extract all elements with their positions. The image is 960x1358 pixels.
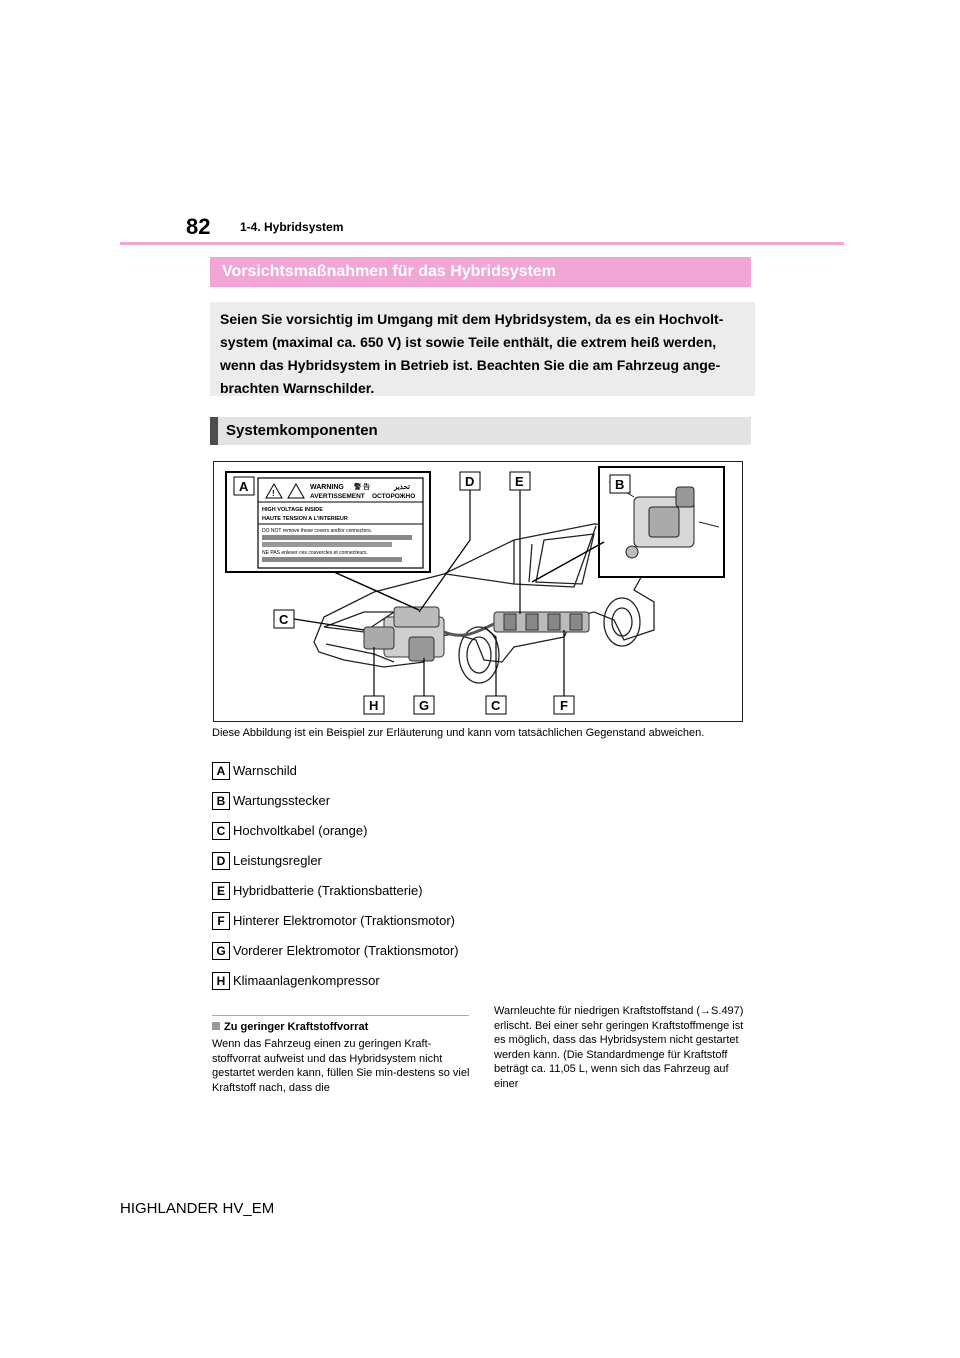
component-letter: C	[212, 822, 230, 840]
component-letter: A	[212, 762, 230, 780]
note-heading-text: Zu geringer Kraftstoffvorrat	[224, 1021, 369, 1033]
intro-box	[210, 302, 755, 396]
battery-pack	[494, 612, 589, 632]
chapter-title: 1-4. Hybridsystem	[240, 220, 344, 234]
component-letter: E	[212, 882, 230, 900]
component-letter: B	[212, 792, 230, 810]
callout-letter-c: C	[279, 612, 289, 627]
note-divider	[212, 1015, 469, 1016]
callout-letter-a: A	[239, 479, 249, 494]
component-label: Klimaanlagenkompressor	[233, 973, 380, 988]
header-rule	[120, 242, 844, 245]
svg-text:HAUTE TENSION A L'INTERIEUR: HAUTE TENSION A L'INTERIEUR	[262, 516, 348, 522]
component-label: Vorderer Elektromotor (Traktionsmotor)	[233, 943, 459, 958]
svg-text:DO NOT remove these covers and: DO NOT remove these covers and/or connectors.	[262, 528, 372, 534]
note-text-right: Warnleuchte für niedrigen Kraftstoffstand (→S.497) erlischt. Bei einer sehr geringen Kraftstoffmenge ist es möglich, dass das Hybridsystem nicht gestartet werden kann. (Die Standardmenge für Kraftstoff beträgt ca. 11,05 L, wenn sich das Fahrzeug auf einer	[494, 1005, 744, 1090]
component-label: Hinterer Elektromotor (Traktionsmotor)	[233, 913, 456, 928]
banner-title: Vorsichtsmaßnahmen für das Hybridsystem	[222, 263, 557, 280]
component-label: Warnschild	[233, 763, 297, 778]
svg-text:警 告: 警 告	[354, 484, 370, 491]
page-number: 82	[186, 214, 211, 239]
subsection-title: Systemkomponenten	[226, 422, 378, 439]
component-letter: D	[212, 852, 230, 870]
engine-bay	[364, 607, 444, 661]
svg-text:ОСТОРОЖНО: ОСТОРОЖНО	[372, 493, 416, 500]
subsection-bar	[210, 417, 751, 445]
square-bullet-icon	[212, 1022, 220, 1030]
svg-text:HIGH VOLTAGE INSIDE: HIGH VOLTAGE INSIDE	[262, 507, 323, 513]
note-text-left: Wenn das Fahrzeug einen zu geringen Kraft-stoffvorrat aufweist und das Hybridsystem nicht gestartet werden kann, füllen Sie min-destens so viel Kraftstoff nach, dass die	[212, 1038, 470, 1094]
figure-caption: Diese Abbildung ist ein Beispiel zur Erläuterung und kann vom tatsächlichen Gegenstand abweichen.	[212, 727, 705, 739]
vehicle-illustration	[214, 462, 742, 721]
callout-letter-f: F	[560, 698, 568, 713]
callout-letter-h: H	[369, 698, 379, 713]
footer-model: HIGHLANDER HV_EM	[120, 1200, 275, 1217]
system-components-figure	[213, 461, 743, 722]
callout-letter-b: B	[615, 477, 625, 492]
svg-text:تحذير: تحذير	[394, 484, 410, 491]
callout-letter-d: D	[465, 474, 475, 489]
intro-text: Seien Sie vorsichtig im Umgang mit dem Hybridsystem, da es ein Hochvolt-system (maximal ca. 650 V) ist sowie Teile enthält, die extrem heiß werden, wenn das Hybridsystem in Betrieb ist. Beachten Sie die am Fahrzeug ange-brachten Warnschilder.	[220, 311, 724, 396]
svg-text:NE PAS enlever ces couvercles: NE PAS enlever ces couvercles et connecteurs.	[262, 550, 368, 556]
component-letter: F	[212, 912, 230, 930]
component-letter: H	[212, 972, 230, 990]
warning-label-image	[258, 478, 423, 568]
component-letter: G	[212, 942, 230, 960]
callout-letter-e: E	[515, 474, 524, 489]
callout-letter-c2: C	[491, 698, 501, 713]
svg-text:WARNING: WARNING	[310, 484, 344, 491]
section-banner	[210, 257, 751, 287]
callout-letter-g: G	[419, 698, 430, 713]
component-label: Leistungsregler	[233, 853, 322, 868]
component-label: Hybridbatterie (Traktionsbatterie)	[233, 883, 423, 898]
svg-text:!: !	[272, 489, 275, 498]
svg-text:AVERTISSEMENT: AVERTISSEMENT	[310, 493, 365, 500]
component-label: Hochvoltkabel (orange)	[233, 823, 368, 838]
note-heading	[212, 1021, 368, 1033]
component-label: Wartungsstecker	[233, 793, 331, 808]
